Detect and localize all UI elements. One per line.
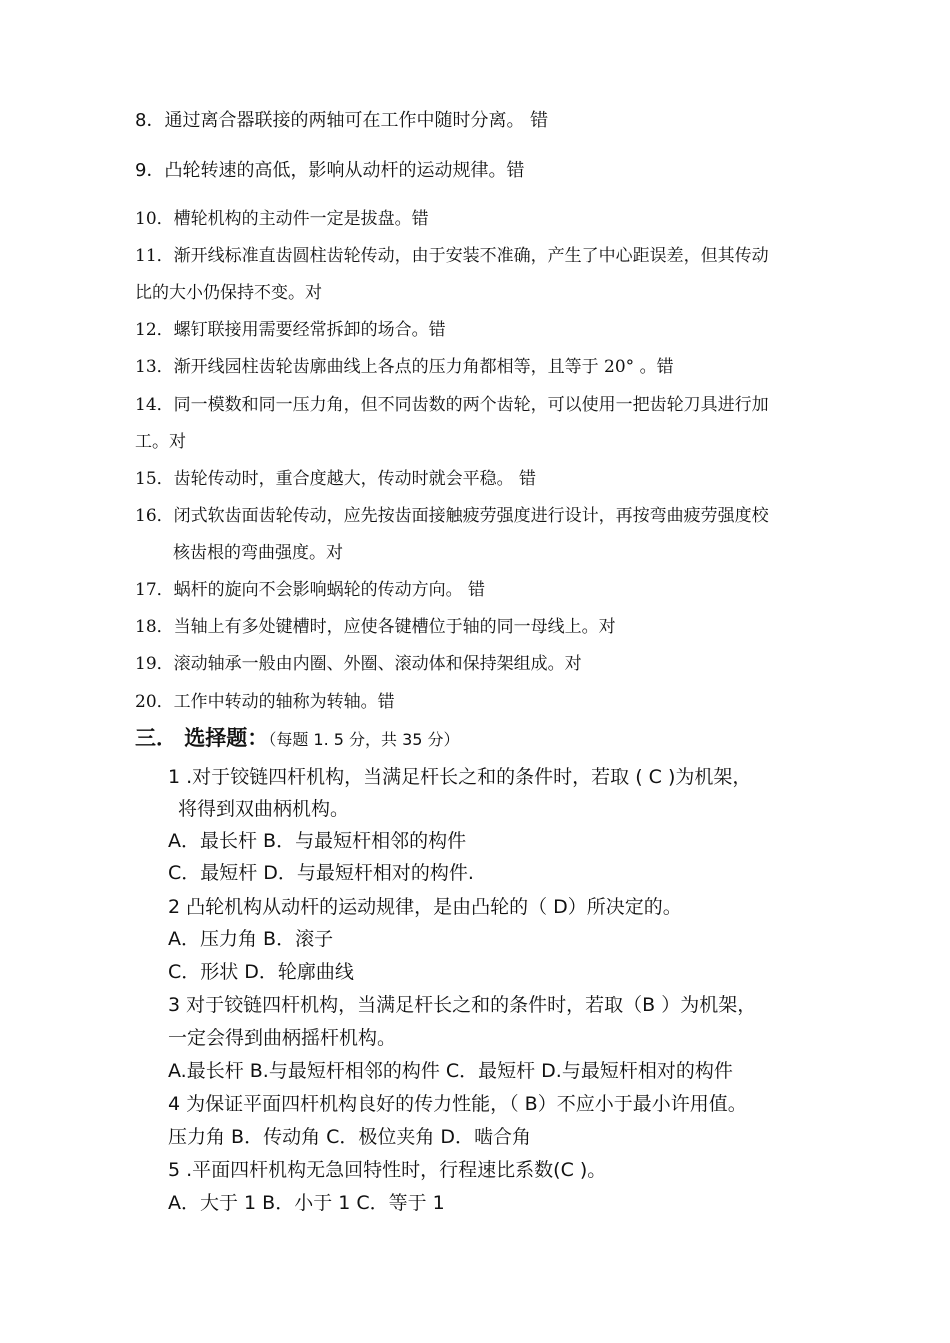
section-title: 三． 选择题：	[135, 726, 269, 750]
mc-question-1: 1 .对于铰链四杆机构，当满足杆长之和的条件时，若取 ( C )为机架，	[168, 766, 752, 788]
mc-question-5: 5 .平面四杆机构无急回特性时，行程速比系数(C )。	[168, 1159, 607, 1181]
tf-item-8: 8．通过离合器联接的两轴可在工作中随时分离。 错	[135, 110, 549, 131]
mc-options-4: 压力角 B．传动角 C．极位夹角 D．啮合角	[168, 1126, 532, 1148]
tf-item-19: 19．滚动轴承一般由内圈、外圈、滚动体和保持架组成。对	[135, 654, 582, 674]
section-heading	[135, 722, 460, 752]
mc-question-3: 3 对于铰链四杆机构，当满足杆长之和的条件时，若取（B ）为机架，	[168, 994, 757, 1016]
tf-item-9: 9．凸轮转速的高低，影响从动杆的运动规律。错	[135, 160, 525, 181]
tf-item-11: 11．渐开线标准直齿圆柱齿轮传动，由于安装不准确，产生了中心距误差，但其传动	[135, 246, 769, 266]
tf-item-15: 15．齿轮传动时，重合度越大，传动时就会平稳。 错	[135, 469, 537, 489]
mc-options-1a: A．最长杆 B．与最短杆相邻的构件	[168, 830, 467, 852]
mc-question-3-cont: 一定会得到曲柄摇杆机构。	[168, 1027, 397, 1049]
tf-item-11-cont: 比的大小仍保持不变。对	[135, 283, 322, 303]
mc-options-2a: A．压力角 B．滚子	[168, 928, 334, 950]
mc-question-2: 2 凸轮机构从动杆的运动规律，是由凸轮的（ D）所决定的。	[168, 896, 682, 918]
mc-options-3: A.最长杆 B.与最短杆相邻的构件 C．最短杆 D.与最短杆相对的构件	[168, 1060, 733, 1082]
mc-options-1b: C．最短杆 D．与最短杆相对的构件.	[168, 862, 474, 884]
tf-item-20: 20．工作中转动的轴称为转轴。错	[135, 692, 395, 712]
mc-question-1-cont: 将得到双曲柄机构。	[178, 798, 350, 820]
tf-item-14: 14．同一模数和同一压力角，但不同齿数的两个齿轮，可以使用一把齿轮刀具进行加	[135, 395, 769, 415]
mc-options-2b: C．形状 D．轮廓曲线	[168, 961, 354, 983]
tf-item-17: 17．蜗杆的旋向不会影响蜗轮的传动方向。 错	[135, 580, 486, 600]
tf-item-16-cont: 核齿根的弯曲强度。对	[173, 543, 343, 563]
tf-item-18: 18．当轴上有多处键槽时，应使各键槽位于轴的同一母线上。对	[135, 617, 616, 637]
tf-item-10: 10．槽轮机构的主动件一定是拔盘。错	[135, 209, 429, 229]
section-note: （每题 1. 5 分，共 35 分）	[268, 730, 460, 749]
tf-item-13: 13．渐开线园柱齿轮齿廓曲线上各点的压力角都相等，且等于 20° 。错	[135, 357, 674, 377]
tf-item-14-cont: 工。对	[135, 432, 186, 452]
mc-options-5: A．大于 1 B．小于 1 C．等于 1	[168, 1192, 445, 1214]
tf-item-12: 12．螺钉联接用需要经常拆卸的场合。错	[135, 320, 446, 340]
tf-item-16: 16．闭式软齿面齿轮传动，应先按齿面接触疲劳强度进行设计，再按弯曲疲劳强度校	[135, 506, 769, 526]
mc-question-4: 4 为保证平面四杆机构良好的传力性能，（ B）不应小于最小许用值。	[168, 1093, 747, 1115]
